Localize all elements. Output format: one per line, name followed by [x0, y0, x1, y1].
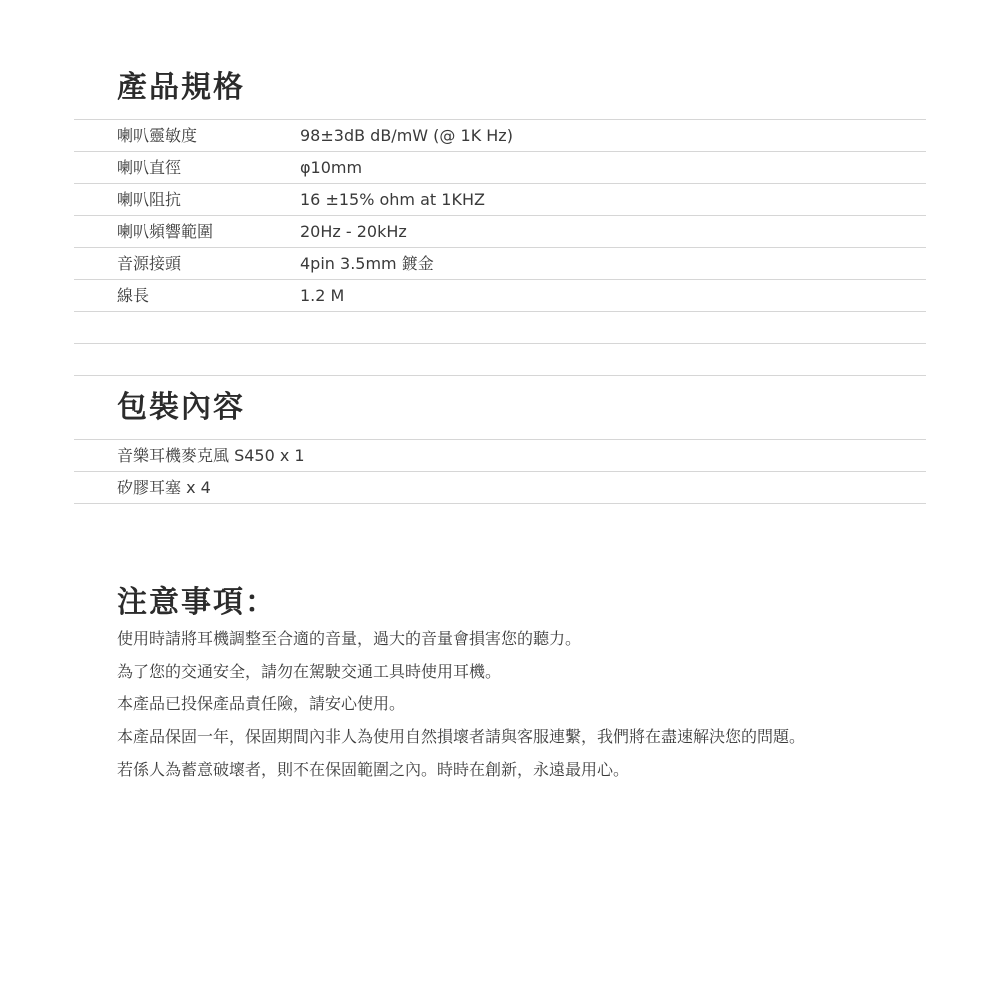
divider — [74, 247, 926, 248]
divider — [74, 471, 926, 472]
spec-label-frequency: 喇叭頻響範圍 — [117, 222, 214, 241]
package-item: 音樂耳機麥克風 S450 x 1 — [117, 446, 305, 465]
divider — [74, 215, 926, 216]
note-line: 若係人為蓄意破壞者，則不在保固範圍之內。時時在創新，永遠最用心。 — [117, 760, 630, 779]
spec-label-connector: 音源接頭 — [117, 254, 182, 273]
divider — [74, 311, 926, 312]
divider — [74, 119, 926, 120]
divider — [74, 343, 926, 344]
spec-value-connector: 4pin 3.5mm 鍍金 — [300, 254, 434, 273]
spec-value-cable-length: 1.2 M — [300, 286, 345, 305]
specs-title: 產品規格 — [117, 70, 245, 105]
package-item: 矽膠耳塞 x 4 — [117, 478, 211, 497]
note-line: 使用時請將耳機調整至合適的音量，過大的音量會損害您的聽力。 — [117, 629, 582, 648]
divider — [74, 503, 926, 504]
notes-title: 注意事項： — [117, 585, 277, 620]
note-line: 本產品保固一年，保固期間內非人為使用自然損壞者請與客服連繫，我們將在盡速解決您的問題。 — [117, 727, 806, 746]
spec-value-sensitivity: 98±3dB dB/mW (@ 1K Hz) — [300, 126, 513, 145]
spec-value-diameter: φ10mm — [300, 158, 363, 177]
spec-label-impedance: 喇叭阻抗 — [117, 190, 182, 209]
divider — [74, 375, 926, 376]
spec-label-sensitivity: 喇叭靈敏度 — [117, 126, 198, 145]
divider — [74, 183, 926, 184]
note-line: 為了您的交通安全，請勿在駕駛交通工具時使用耳機。 — [117, 662, 502, 681]
spec-value-impedance: 16 ±15% ohm at 1KHZ — [300, 190, 485, 209]
spec-value-frequency: 20Hz - 20kHz — [300, 222, 407, 241]
spec-label-cable-length: 線長 — [117, 286, 150, 305]
note-line: 本產品已投保產品責任險，請安心使用。 — [117, 694, 406, 713]
divider — [74, 439, 926, 440]
package-title: 包裝內容 — [117, 390, 245, 425]
divider — [74, 279, 926, 280]
spec-label-diameter: 喇叭直徑 — [117, 158, 182, 177]
divider — [74, 151, 926, 152]
